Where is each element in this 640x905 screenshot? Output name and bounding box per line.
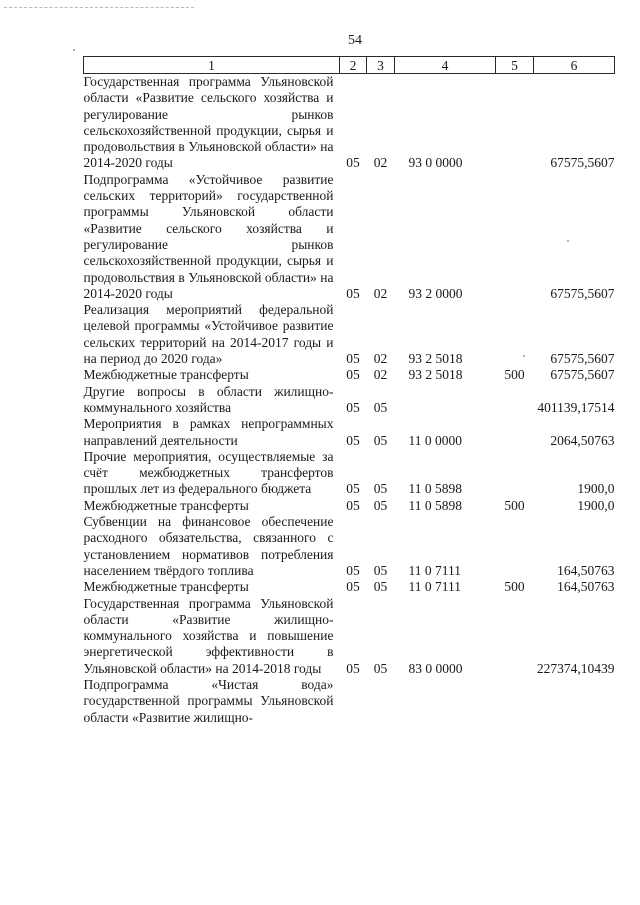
row-description: Межбюджетные трансферты (83, 367, 249, 383)
row-target-article-code: 93 0 0000 (408, 155, 463, 171)
row-description: Субвенции на финансовое обеспечение расходного обязательства, связанного с установлением нормативов потребления населением твёрдого топлива (83, 514, 334, 578)
table-row (84, 74, 615, 172)
table-row (84, 514, 615, 579)
row-description: Другие вопросы в области жилищно-коммунального хозяйства (83, 383, 334, 415)
row-amount: 401139,17514 (537, 399, 615, 415)
row-section-code: 05 (346, 155, 360, 171)
table-row (84, 367, 615, 383)
row-expense-type-code: 500 (504, 497, 525, 513)
row-subsection-code: 05 (373, 579, 388, 595)
row-amount: 164,50763 (557, 579, 615, 595)
row-target-article-code: 83 0 0000 (408, 660, 463, 676)
row-subsection-code: 02 (373, 285, 388, 301)
header-col-6: 6 (534, 57, 615, 74)
header-col-2: 2 (340, 57, 367, 74)
row-section-code: 05 (346, 367, 360, 383)
row-amount: 1900,0 (577, 481, 615, 497)
row-amount (534, 677, 615, 726)
header-col-1: 1 (84, 57, 340, 74)
row-section-code: 05 (346, 497, 360, 513)
row-amount: 67575,5607 (550, 285, 615, 301)
row-expense-type-code (496, 677, 534, 726)
row-amount: 67575,5607 (550, 367, 615, 383)
row-subsection-code: 05 (373, 481, 388, 497)
table-row (84, 677, 615, 726)
row-amount: 67575,5607 (550, 155, 615, 171)
row-description: Государственная программа Ульяновской области «Развитие жилищно-коммунального хозяйства и повышение энергетической эффективности в Ульяновской области» на 2014-2018 годы (83, 595, 334, 676)
row-expense-type-code (496, 449, 534, 498)
row-expense-type-code (496, 172, 534, 302)
row-expense-type-code (496, 384, 534, 417)
row-target-article-code: 93 2 0000 (408, 285, 463, 301)
row-description: Межбюджетные трансферты (83, 579, 249, 595)
header-col-3: 3 (367, 57, 395, 74)
row-subsection-code (367, 677, 395, 726)
row-description: Прочие мероприятия, осуществляемые за счёт межбюджетных трансфертов прошлых лет из федерального бюджета (83, 448, 334, 497)
table-row (84, 579, 615, 595)
row-target-article-code (395, 677, 496, 726)
row-expense-type-code: 500 (504, 579, 525, 595)
row-target-article-code: 11 0 7111 (408, 579, 461, 595)
row-section-code: 05 (346, 481, 360, 497)
header-row (84, 57, 615, 74)
row-subsection-code: 05 (373, 399, 388, 415)
row-expense-type-code (496, 514, 534, 579)
row-expense-type-code (496, 302, 534, 367)
row-section-code: 05 (346, 351, 360, 367)
row-target-article-code (395, 384, 496, 417)
row-target-article-code: 11 0 0000 (408, 432, 462, 448)
row-subsection-code: 05 (373, 497, 388, 513)
table-row (84, 596, 615, 677)
row-target-article-code: 93 2 5018 (408, 367, 463, 383)
row-target-article-code: 11 0 7111 (408, 562, 461, 578)
table-row (84, 449, 615, 498)
row-amount: 164,50763 (557, 562, 615, 578)
row-expense-type-code (496, 74, 534, 172)
row-amount: 2064,50763 (550, 432, 615, 448)
row-expense-type-code (496, 596, 534, 677)
row-description: Подпрограмма «Устойчивое развитие сельских территорий» государственной программы Ульяновской области «Развитие сельского хозяйства и регулирование рынков сельскохозяйственной продукции, сырья и продовольствия в Ульяновской области» на 2014-2020 годы (83, 171, 334, 301)
scan-speck (567, 240, 569, 242)
row-description: Реализация мероприятий федеральной целевой программы «Устойчивое развитие сельских территорий на 2014-2017 годы и на период до 2020 года» (83, 302, 334, 367)
row-amount: 67575,5607 (550, 351, 615, 367)
row-section-code: 05 (346, 579, 360, 595)
table-row (84, 416, 615, 449)
table-row (84, 384, 615, 417)
row-subsection-code: 02 (373, 351, 388, 367)
row-subsection-code: 05 (373, 660, 388, 676)
row-subsection-code: 05 (373, 562, 388, 578)
page-number: 54 (348, 33, 362, 48)
row-target-article-code: 11 0 5898 (408, 481, 462, 497)
row-description: Мероприятия в рамках непрограммных направлений деятельности (83, 416, 334, 448)
row-section-code (340, 677, 367, 726)
row-section-code: 05 (346, 285, 360, 301)
row-description: Государственная программа Ульяновской области «Развитие сельского хозяйства и регулирование рынков сельскохозяйственной продукции, сырья и продовольствия в Ульяновской области» на 2014-2020 годы (83, 74, 334, 171)
scan-speck (523, 355, 525, 357)
row-target-article-code: 93 2 5018 (408, 351, 463, 367)
row-target-article-code: 11 0 5898 (408, 497, 462, 513)
row-description: Подпрограмма «Чистая вода» государственной программы Ульяновской области «Развитие жилищно- (83, 676, 334, 725)
header-col-5: 5 (496, 57, 534, 74)
header-col-4: 4 (395, 57, 496, 74)
row-expense-type-code (496, 416, 534, 449)
table-row (84, 302, 615, 367)
row-amount: 1900,0 (577, 497, 615, 513)
row-description: Межбюджетные трансферты (83, 497, 249, 513)
table-row (84, 498, 615, 514)
row-subsection-code: 02 (373, 155, 388, 171)
row-subsection-code: 05 (373, 432, 388, 448)
budget-table (83, 56, 615, 726)
row-subsection-code: 02 (373, 367, 388, 383)
table-row (84, 172, 615, 302)
scan-artifact-line (4, 7, 194, 8)
row-amount: 227374,10439 (536, 660, 615, 676)
scan-speck (73, 49, 75, 51)
row-section-code: 05 (346, 399, 360, 415)
row-expense-type-code: 500 (504, 367, 525, 383)
row-section-code: 05 (346, 432, 360, 448)
row-section-code: 05 (346, 660, 360, 676)
row-section-code: 05 (346, 562, 360, 578)
